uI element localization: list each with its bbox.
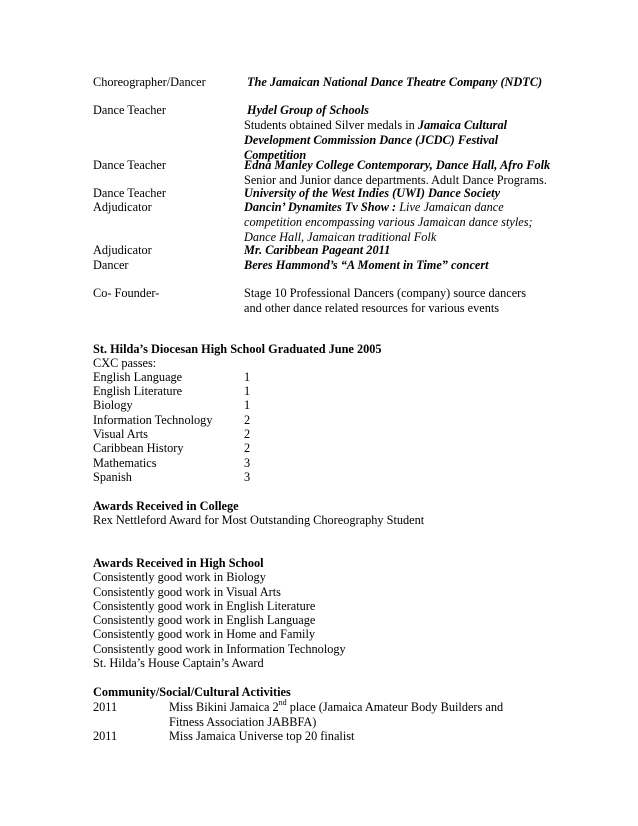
award-item: Consistently good work in English Literature [93,599,316,613]
role-detail: Senior and Junior dance departments. Adult Dance Programs. [244,173,547,187]
award-item: Consistently good work in English Language [93,613,316,627]
subject-name: Caribbean History [93,441,184,455]
awards-high-school-heading: Awards Received in High School [93,556,264,570]
cxc-label: CXC passes: [93,356,157,370]
role-detail: Development Commission Dance (JCDC) Festival [244,133,499,147]
subject-name: English Literature [93,384,183,398]
role-detail: and other dance related resources for various events [244,301,500,315]
org-name: The Jamaican National Dance Theatre Company (NDTC) [247,75,543,89]
subject-name: Biology [93,398,133,412]
role-label: Adjudicator [93,200,152,214]
role-label: Choreographer/Dancer [93,75,206,89]
org-name: Dancin’ Dynamites Tv Show : Live Jamaican dance [244,200,504,214]
role-detail: Dance Hall, Jamaican traditional Folk [244,230,437,244]
role-label: Dancer [93,258,129,272]
role-label: Adjudicator [93,243,152,257]
activity-text: Fitness Association JABBFA) [169,715,317,729]
role-label: Dance Teacher [93,186,166,200]
subject-grade: 2 [244,427,251,441]
activity-text: Miss Jamaica Universe top 20 finalist [169,729,355,743]
org-name: Stage 10 Professional Dancers (company) source dancers [244,286,527,300]
award-item: Consistently good work in Information Technology [93,642,346,656]
subject-grade: 1 [244,384,251,398]
award-item: St. Hilda’s House Captain’s Award [93,656,264,670]
org-name: Edna Manley College Contemporary, Dance Hall, Afro Folk [244,158,551,172]
subject-grade: 3 [244,456,251,470]
role-label: Dance Teacher [93,103,166,117]
award-item: Consistently good work in Home and Family [93,627,316,641]
org-name: University of the West Indies (UWI) Dance Society [244,186,501,200]
subject-name: English Language [93,370,183,384]
subject-grade: 1 [244,398,251,412]
org-name: Mr. Caribbean Pageant 2011 [244,243,391,257]
community-heading: Community/Social/Cultural Activities [93,685,291,699]
role-label: Co- Founder- [93,286,160,300]
activity-year: 2011 [93,729,118,743]
org-name: Hydel Group of Schools [247,103,369,117]
org-name: Beres Hammond’s “A Moment in Time” concert [244,258,489,272]
subject-name: Spanish [93,470,132,484]
award-item: Rex Nettleford Award for Most Outstanding Choreography Student [93,513,425,527]
award-item: Consistently good work in Visual Arts [93,585,281,599]
activity-year: 2011 [93,700,118,714]
role-label: Dance Teacher [93,158,166,172]
subject-grade: 2 [244,441,251,455]
awards-college-heading: Awards Received in College [93,499,239,513]
award-item: Consistently good work in Biology [93,570,266,584]
subject-name: Information Technology [93,413,213,427]
role-detail: Students obtained Silver medals in Jamaica Cultural [244,118,508,132]
subject-name: Mathematics [93,456,157,470]
role-detail: Competition [244,148,307,162]
subject-grade: 1 [244,370,251,384]
role-detail: competition encompassing various Jamaican dance styles; [244,215,533,229]
activity-text: Miss Bikini Jamaica 2nd place (Jamaica Amateur Body Builders and [169,697,504,714]
education-heading: St. Hilda’s Diocesan High School Graduated June 2005 [93,342,382,356]
subject-grade: 3 [244,470,251,484]
subject-name: Visual Arts [93,427,148,441]
subject-grade: 2 [244,413,251,427]
